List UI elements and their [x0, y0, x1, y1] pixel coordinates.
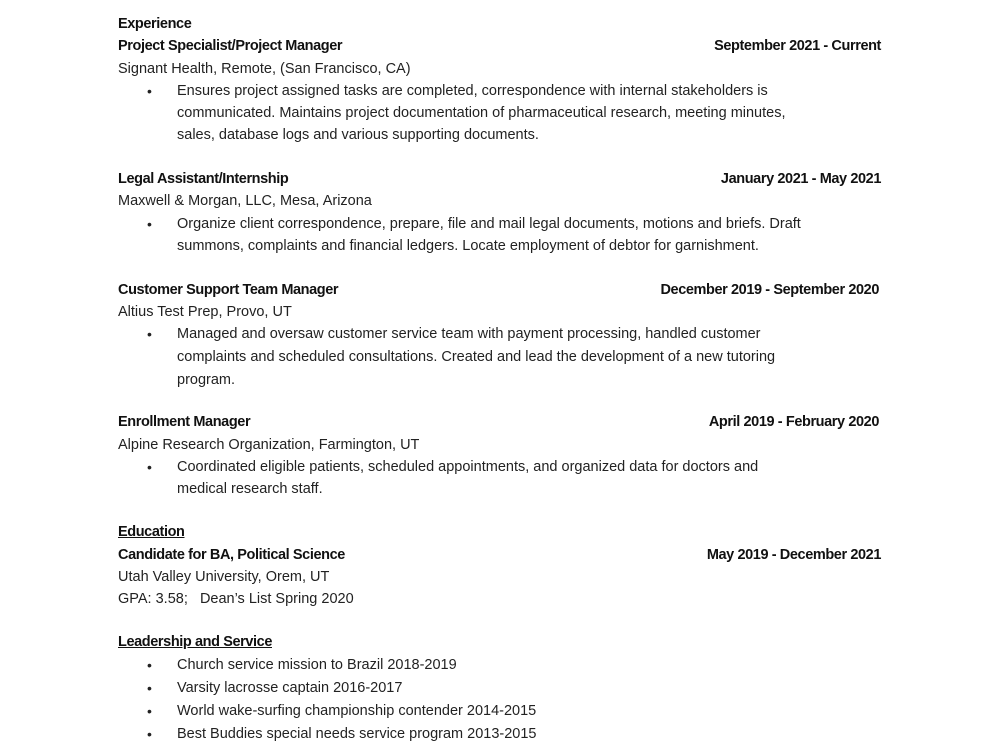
job-bullet-line: medical research staff.	[177, 481, 323, 497]
job-dates: December 2019 - September 2020	[660, 282, 879, 298]
job-bullet-line: communicated. Maintains project documentation of pharmaceutical research, meeting minutes,	[177, 105, 786, 121]
job-title: Enrollment Manager	[118, 414, 251, 430]
leadership-item: Best Buddies special needs service program 2013-2015	[177, 726, 537, 742]
experience-heading: Experience	[118, 16, 192, 32]
job-company: Signant Health, Remote, (San Francisco, CA)	[118, 61, 411, 77]
education-heading: Education	[118, 524, 185, 540]
bullet-icon: •	[147, 680, 152, 696]
leadership-item: Church service mission to Brazil 2018-2019	[177, 657, 457, 673]
leadership-item: Varsity lacrosse captain 2016-2017	[177, 680, 403, 696]
bullet-icon: •	[147, 216, 152, 232]
gpa-line: GPA: 3.58; Dean’s List Spring 2020	[118, 591, 354, 607]
job-company: Altius Test Prep, Provo, UT	[118, 304, 292, 320]
job-dates: April 2019 - February 2020	[708, 414, 879, 430]
school-name: Utah Valley University, Orem, UT	[118, 569, 330, 585]
job-title: Legal Assistant/Internship	[118, 171, 289, 187]
job-bullet-line: program.	[177, 372, 236, 388]
bullet-icon: •	[147, 459, 152, 475]
bullet-icon: •	[147, 703, 152, 719]
job-bullet-line: complaints and scheduled consultations. Created and lead the development of a new tutoring	[177, 349, 776, 365]
job-dates: January 2021 - May 2021	[720, 171, 881, 187]
leadership-item: World wake-surfing championship contender 2014-2015	[177, 703, 537, 719]
job-bullet-line: summons, complaints and financial ledgers. Locate employment of debtor for garnishment.	[177, 238, 759, 254]
bullet-icon: •	[147, 726, 152, 742]
degree-title: Candidate for BA, Political Science	[118, 547, 345, 563]
bullet-icon: •	[147, 326, 152, 342]
bullet-icon: •	[147, 657, 152, 673]
job-title: Project Specialist/Project Manager	[118, 38, 343, 54]
job-bullet-line: Organize client correspondence, prepare, file and mail legal documents, motions and briefs. Draft	[177, 216, 801, 232]
job-bullet-line: Managed and oversaw customer service team with payment processing, handled customer	[177, 326, 761, 342]
job-dates: September 2021 - Current	[714, 38, 881, 54]
job-title: Customer Support Team Manager	[118, 282, 339, 298]
job-bullet-line: sales, database logs and various supporting documents.	[177, 127, 539, 143]
job-company: Alpine Research Organization, Farmington, UT	[118, 437, 420, 453]
leadership-heading: Leadership and Service	[118, 634, 272, 650]
job-company: Maxwell & Morgan, LLC, Mesa, Arizona	[118, 193, 372, 209]
job-bullet-line: Coordinated eligible patients, scheduled appointments, and organized data for doctors and	[177, 459, 759, 475]
education-dates: May 2019 - December 2021	[706, 547, 881, 563]
job-bullet-line: Ensures project assigned tasks are completed, correspondence with internal stakeholders is	[177, 83, 768, 99]
bullet-icon: •	[147, 83, 152, 99]
